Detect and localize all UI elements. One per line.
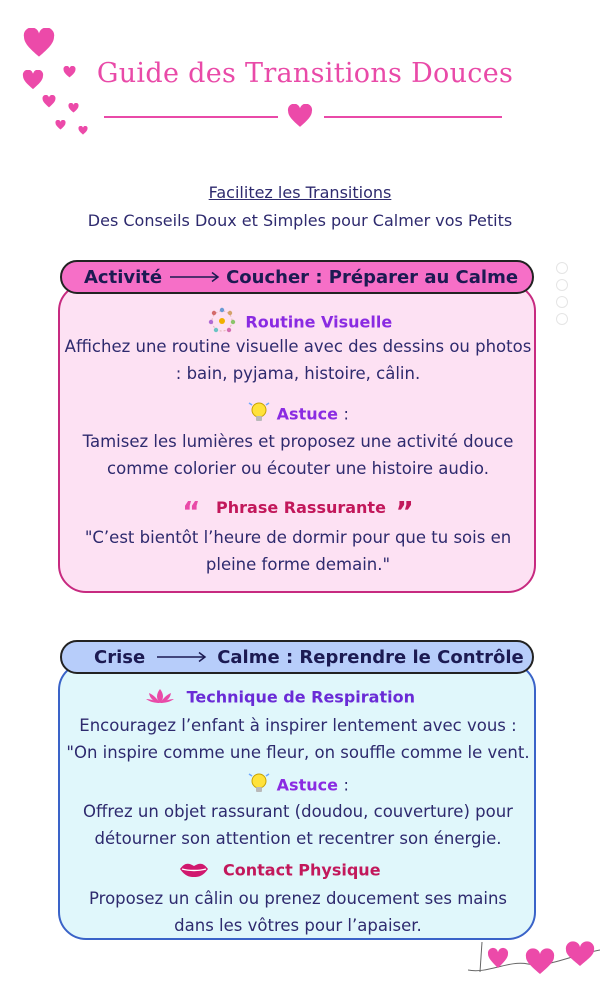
tip-line-1: Tamisez les lumières et proposez une activité douce <box>82 432 514 451</box>
contact-heading <box>40 860 520 882</box>
page-title: Guide des Transitions Douces <box>96 58 514 89</box>
contact-title: Contact Physique <box>223 860 381 880</box>
crisis-header <box>60 640 534 674</box>
heart-icon <box>22 28 56 58</box>
quote-open-icon: “ <box>182 495 201 528</box>
heart-icon <box>55 120 66 130</box>
bedtime-header <box>60 260 534 294</box>
breathing-title: Technique de Respiration <box>186 687 415 707</box>
lightbulb-icon <box>247 771 271 801</box>
routine-line-1: Affichez une routine visuelle avec des dessins ou photos <box>64 337 532 356</box>
heart-icon <box>63 66 76 78</box>
arrow-icon <box>166 271 222 283</box>
heart-icon <box>287 104 313 128</box>
quote-line-2: pleine forme demain." <box>205 555 391 574</box>
breathing-line-2: "On inspire comme une fleur, on souffle comme le vent. <box>66 743 530 762</box>
tip-heading <box>58 400 538 430</box>
tip-line-2: comme colorier ou écouter une histoire audio. <box>107 459 489 478</box>
tip-line-2: détourner son attention et recentrer son énergie. <box>94 829 502 848</box>
quote-title: Phrase Rassurante <box>216 498 386 517</box>
tip-label: Astuce <box>276 775 338 795</box>
breathing-heading <box>40 687 520 709</box>
divider <box>104 116 278 118</box>
subtitle: Des Conseils Doux et Simples pour Calmer vos Petits <box>87 211 513 230</box>
heart-icon <box>42 95 56 108</box>
header-to: Calme : Reprendre le Contrôle <box>217 646 524 668</box>
arrow-icon <box>153 651 209 663</box>
tip-line-1: Offrez un objet rassurant (doudou, couverture) pour <box>83 802 513 821</box>
lotus-icon <box>145 687 175 709</box>
contact-line-1: Proposez un câlin ou prenez doucement ses mains <box>88 889 508 908</box>
heart-icon <box>78 126 88 135</box>
tip-colon: : <box>343 775 349 795</box>
quote-close-icon: ” <box>395 495 414 528</box>
heart-icon <box>22 70 44 90</box>
tip-heading <box>58 771 538 801</box>
heart-icon <box>68 103 79 113</box>
subtitle-link[interactable]: Facilitez les Transitions <box>208 183 392 202</box>
quote-line-1: "C’est bientôt l’heure de dormir pour que tu sois en <box>84 528 512 547</box>
divider <box>324 116 502 118</box>
routine-title: Routine Visuelle <box>245 312 393 332</box>
header-to: Coucher : Préparer au Calme <box>226 266 519 288</box>
routine-line-2: : bain, pyjama, histoire, câlin. <box>175 364 421 383</box>
header-from: Crise <box>94 646 146 668</box>
tip-colon: : <box>343 404 349 424</box>
contact-line-2: dans les vôtres pour l’apaiser. <box>174 916 422 935</box>
lips-icon <box>179 860 209 882</box>
breathing-line-1: Encouragez l’enfant à inspirer lentement avec vous : <box>79 716 517 735</box>
header-from: Activité <box>84 266 163 288</box>
decorative-dots <box>556 262 570 325</box>
lightbulb-icon <box>247 400 271 430</box>
tip-label: Astuce <box>276 404 338 424</box>
heart-garland-icon <box>468 930 600 990</box>
